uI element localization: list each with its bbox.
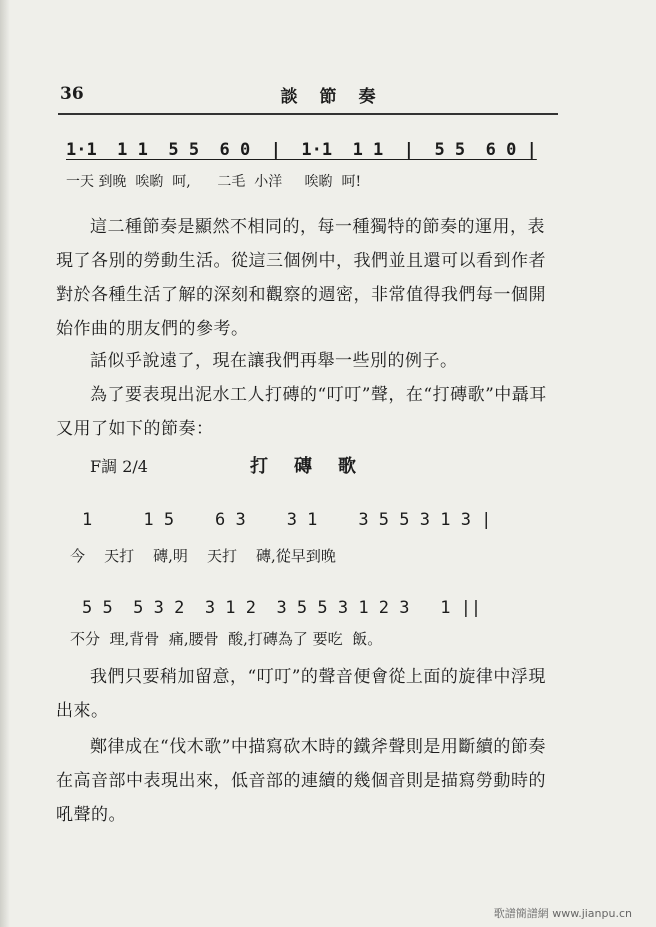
score-row2-notation: 5 5 5 3 2 3 1 2 3 5 5 3 1 2 3 1 || (82, 598, 482, 618)
example1-lyrics: 一天 到晚 唉喲 呵, 二毛 小洋 唉喲 呵! (66, 174, 362, 190)
running-title: 談節奏 (280, 87, 398, 107)
page-number: 36 (60, 84, 84, 104)
header-rule (58, 113, 558, 115)
paragraph-4: 我們只要稍加留意，“叮叮”的聲音便會從上面的旋律中浮現出來。 (56, 667, 546, 721)
score-row2-lyrics: 不分 理,背骨 痛,腰骨 酸,打磚為了 要吃 飯。 (70, 630, 383, 648)
paragraph-2: 話似乎說遠了，現在讓我們再舉一些別的例子。 (90, 351, 458, 371)
watermark: 歌譜簡譜網 www.jianpu.cn (493, 907, 632, 920)
score-row1-notation: 1 1 5 6 3 3 1 3 5 5 3 1 3 | (82, 510, 492, 530)
example1-notation: 1·1 1 1 5 5 6 0 | 1·1 1 1 | 5 5 6 0 | (66, 140, 537, 160)
score-row1-lyrics: 今 天打 磚,明 天打 磚,從早到晚 (70, 547, 336, 565)
paragraph-3: 為了要表現出泥水工人打磚的“叮叮”聲，在“打磚歌”中聶耳又用了如下的節奏： (56, 385, 547, 439)
score-title: 打磚歌 (250, 456, 382, 477)
score-key: F調 2/4 (90, 457, 148, 476)
page-spine (0, 0, 10, 927)
paragraph-1: 這二種節奏是顯然不相同的，每一種獨特的節奏的運用，表現了各別的勞動生活。從這三個例中，我們並且還可以看到作者對於各種生活了解的深刻和觀察的週密，非常值得我們每一個開始作曲的朋友們的參考。 (56, 217, 546, 339)
paragraph-5: 鄭律成在“伐木歌”中描寫砍木時的鐵斧聲則是用斷續的節奏在高音部中表現出來，低音部的連續的幾個音則是描寫勞動時的吼聲的。 (56, 737, 546, 825)
